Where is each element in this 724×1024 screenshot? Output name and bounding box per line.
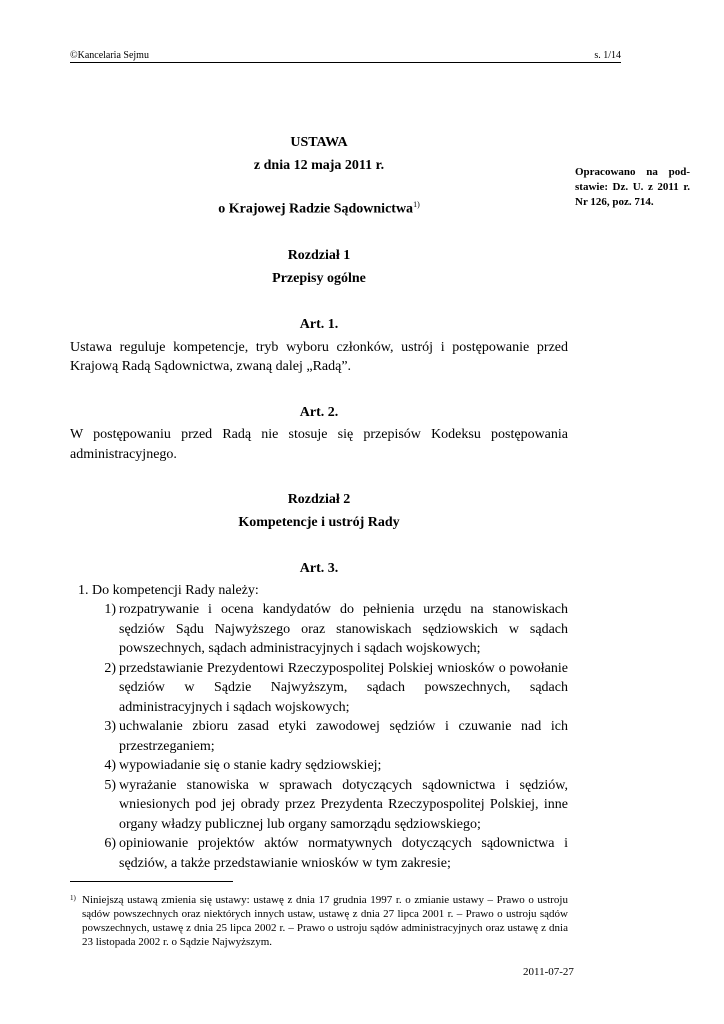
footnote-mark: 1) bbox=[70, 894, 76, 902]
list-item-text: wyrażanie stanowiska w sprawach dotyczących sądownictwa i sędziów, wniesionych pod jej obrady przez Prezydenta Rzeczypospolitej Polskiej, inne organy władzy publicznej lub organy samorządu sędziowskiego; bbox=[119, 777, 568, 832]
act-title-footnote-mark: 1) bbox=[413, 200, 420, 209]
list-item-text: wypowiadanie się o stanie kadry sędziowskiej; bbox=[119, 758, 382, 774]
art-3-label: Art. 3. bbox=[299, 561, 339, 577]
header-page-number: s. 1/14 bbox=[594, 50, 621, 61]
footer-date: 2011-07-27 bbox=[523, 966, 574, 978]
list-item-text: opiniowanie projektów aktów normatywnych dotyczących sądownictwa i sędziów, a także przedstawianie wniosków w tym zakresie; bbox=[119, 836, 568, 871]
header-publisher: ©Kancelaria Sejmu bbox=[70, 50, 149, 61]
art-1-text: Ustawa reguluje kompetencje, tryb wyboru członków, ustrój i postępowanie przed Krajową Radą Sądownictwa, zwaną dalej „Radą”. bbox=[70, 339, 568, 375]
list-item-number: 5) bbox=[104, 777, 116, 793]
list-item bbox=[70, 834, 568, 873]
list-item-number: 3) bbox=[104, 719, 116, 735]
chapter-2-label: Rozdział 2 bbox=[287, 492, 351, 508]
list-item-number: 1) bbox=[104, 602, 116, 618]
footnote-separator bbox=[70, 881, 233, 882]
document-body bbox=[70, 133, 568, 873]
source-side-note: Opracowano na pod-stawie: Dz. U. z 2011 r. Nr 126, poz. 714. bbox=[575, 166, 690, 208]
list-item-text: rozpatrywanie i ocena kandydatów do pełnienia urzędu na stanowiskach sędziów Sądu Najwyższego oraz stanowiskach sędziowskich w sądach powszechnych, sądach administracyjnych i sądach wojskowych; bbox=[119, 602, 568, 657]
list-item-number: 6) bbox=[104, 836, 116, 852]
art-1-label: Art. 1. bbox=[299, 317, 339, 333]
list-item bbox=[70, 659, 568, 718]
list-item bbox=[70, 717, 568, 756]
chapter-1-label: Rozdział 1 bbox=[287, 248, 351, 264]
act-type: USTAWA bbox=[290, 135, 348, 150]
art-3-intro: 1. Do kompetencji Rady należy: bbox=[78, 582, 259, 598]
chapter-1-name: Przepisy ogólne bbox=[272, 270, 366, 286]
footnote-text: Niniejszą ustawą zmienia się ustawy: ustawę z dnia 17 grudnia 1997 r. o zmianie ustawy – Prawo o ustroju sądów powszechnych oraz niektórych innych ustaw, ustawę z dnia 27 lipca 2001 r. – Prawo o ustroju sądów powszechnych, ustawę z dnia 25 lipca 2002 r. – Prawo o ustroju sądów administracyjnych oraz ustawę z dnia 23 listopada 2002 r. o Sądzie Najwyższym. bbox=[82, 894, 568, 948]
list-item bbox=[70, 776, 568, 835]
list-item-text: przedstawianie Prezydentowi Rzeczypospolitej Polskiej wniosków o powołanie sędziów w Sądzie Najwyższym, sądach powszechnych, sądach administracyjnych i sądach wojskowych; bbox=[119, 660, 568, 715]
art-2-label: Art. 2. bbox=[299, 404, 339, 420]
list-item-text: uchwalanie zbioru zasad etyki zawodowej sędziów i czuwanie nad ich przestrzeganiem; bbox=[119, 719, 568, 754]
act-title bbox=[70, 195, 568, 219]
chapter-2-name: Kompetencje i ustrój Rady bbox=[238, 514, 400, 530]
list-item bbox=[70, 756, 568, 776]
act-date: z dnia 12 maja 2011 r. bbox=[253, 157, 385, 173]
footnote bbox=[70, 893, 568, 949]
art-2-text: W postępowaniu przed Radą nie stosuje się przepisów Kodeksu postępowania administracyjnego. bbox=[70, 427, 568, 462]
act-title-text: o Krajowej Radzie Sądownictwa bbox=[218, 201, 414, 217]
list-item bbox=[70, 600, 568, 659]
list-item-number: 4) bbox=[104, 758, 116, 774]
list-item-number: 2) bbox=[104, 660, 116, 676]
header-rule bbox=[70, 62, 621, 63]
